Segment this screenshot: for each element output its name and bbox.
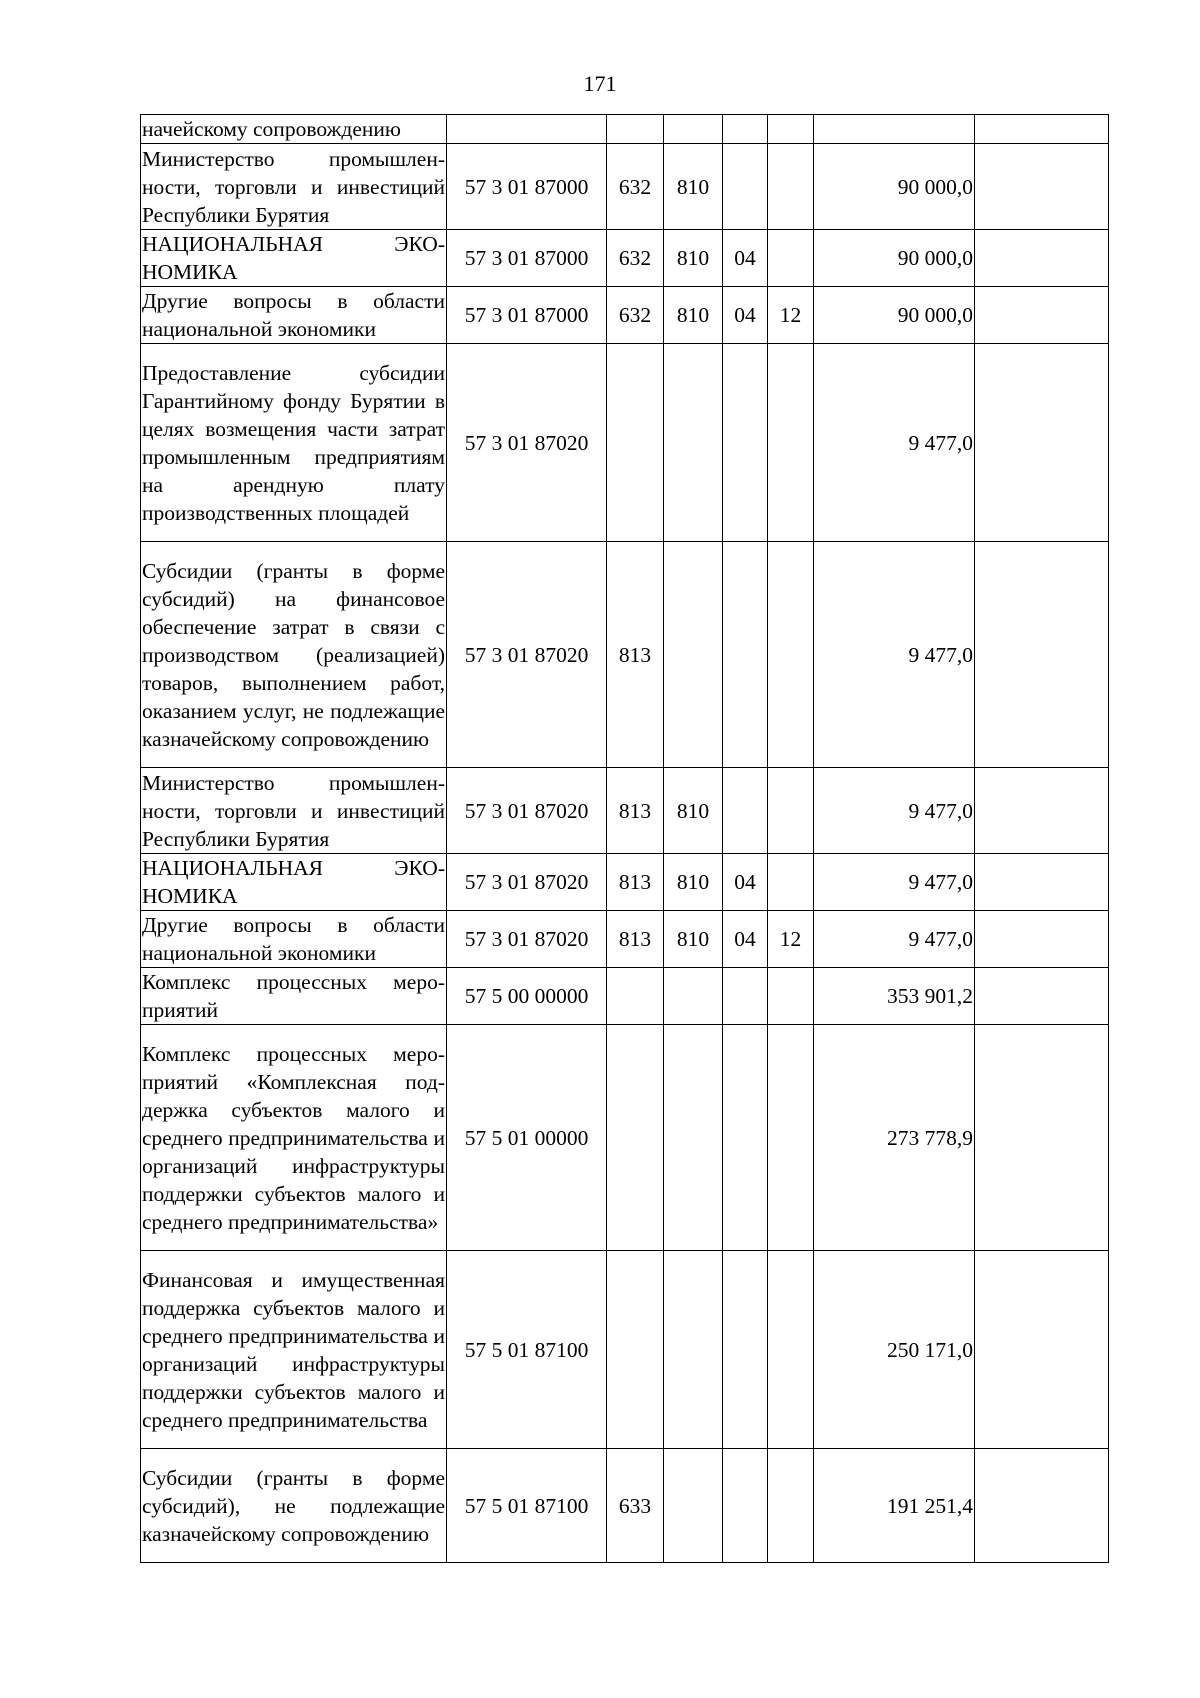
row-sum: 90 000,0 [814, 144, 975, 230]
row-grbs: 810 [664, 144, 723, 230]
row-sum: 90 000,0 [814, 230, 975, 287]
table-row [141, 287, 1109, 344]
row-csr: 57 3 01 87000 [447, 230, 607, 287]
table-row [141, 1449, 1109, 1563]
row-sum: 353 901,2 [814, 968, 975, 1025]
table-row [141, 115, 1109, 144]
row-sum-2 [975, 968, 1109, 1025]
row-rz [723, 115, 768, 144]
row-name: НАЦИОНАЛЬНАЯ ЭКОНОМИКА [141, 854, 447, 911]
row-name: Другие вопросы в области национальной экономики [141, 287, 447, 344]
row-sum-2 [975, 1449, 1109, 1563]
row-csr: 57 3 01 87020 [447, 768, 607, 854]
row-csr: 57 5 00 00000 [447, 968, 607, 1025]
row-name: Комплекс процессных мероприятий «Комплексная поддержка субъектов малого и среднего предпринимательства и организаций инфраструктуры поддержки субъектов малого и среднего предпринимательства» [141, 1025, 447, 1251]
row-sum: 250 171,0 [814, 1251, 975, 1449]
row-sum-2 [975, 115, 1109, 144]
row-vr [607, 115, 664, 144]
row-name: Субсидии (гранты в форме субсидий) на финансовое обеспечение затрат в связи с производством (реализацией) товаров, выполнением работ, оказанием услуг, не подлежащие казначейскому сопровождению [141, 542, 447, 768]
row-rz [723, 1025, 768, 1251]
row-vr [607, 968, 664, 1025]
row-grbs: 810 [664, 911, 723, 968]
row-sum-2 [975, 230, 1109, 287]
row-csr: 57 5 01 00000 [447, 1025, 607, 1251]
page-number: 171 [583, 71, 617, 96]
row-sum: 9 477,0 [814, 344, 975, 542]
row-name: Комплекс процессных мероприятий [141, 968, 447, 1025]
row-csr: 57 3 01 87020 [447, 854, 607, 911]
row-vr [607, 1025, 664, 1251]
row-pr [768, 344, 814, 542]
row-csr [447, 115, 607, 144]
row-sum: 191 251,4 [814, 1449, 975, 1563]
row-vr: 633 [607, 1449, 664, 1563]
row-sum-2 [975, 1025, 1109, 1251]
row-rz [723, 768, 768, 854]
row-vr: 632 [607, 144, 664, 230]
row-sum-2 [975, 344, 1109, 542]
row-sum: 273 778,9 [814, 1025, 975, 1251]
row-pr [768, 1251, 814, 1449]
table-row [141, 1025, 1109, 1251]
row-csr: 57 3 01 87000 [447, 287, 607, 344]
row-rz: 04 [723, 230, 768, 287]
row-pr [768, 144, 814, 230]
row-csr: 57 3 01 87000 [447, 144, 607, 230]
row-rz: 04 [723, 911, 768, 968]
row-rz [723, 344, 768, 542]
row-vr: 632 [607, 287, 664, 344]
row-sum [814, 115, 975, 144]
row-grbs [664, 1449, 723, 1563]
row-pr [768, 854, 814, 911]
row-csr: 57 3 01 87020 [447, 542, 607, 768]
row-rz: 04 [723, 854, 768, 911]
table-row [141, 854, 1109, 911]
row-vr [607, 1251, 664, 1449]
row-csr: 57 5 01 87100 [447, 1251, 607, 1449]
row-vr: 813 [607, 768, 664, 854]
row-rz [723, 968, 768, 1025]
row-sum: 9 477,0 [814, 854, 975, 911]
table-row [141, 144, 1109, 230]
row-name: Финансовая и имущественная поддержка субъектов малого и среднего предпринимательства и организаций инфраструктуры поддержки субъектов малого и среднего предпринимательства [141, 1251, 447, 1449]
row-pr [768, 768, 814, 854]
budget-table [140, 114, 1109, 1563]
table-row [141, 230, 1109, 287]
row-pr: 12 [768, 911, 814, 968]
table-row [141, 1251, 1109, 1449]
row-vr: 813 [607, 911, 664, 968]
row-name: Министерство промышленности, торговли и инвестиций Республики Бурятия [141, 768, 447, 854]
row-rz: 04 [723, 287, 768, 344]
row-sum-2 [975, 287, 1109, 344]
row-grbs: 810 [664, 854, 723, 911]
row-vr: 813 [607, 542, 664, 768]
row-grbs: 810 [664, 768, 723, 854]
row-grbs [664, 115, 723, 144]
row-pr [768, 542, 814, 768]
row-grbs: 810 [664, 230, 723, 287]
row-rz [723, 1251, 768, 1449]
row-grbs [664, 968, 723, 1025]
row-name: Предоставление субсидии Гарантийному фонду Бурятии в целях возмещения части затрат промышленным предприятиям на арендную плату производственных площадей [141, 344, 447, 542]
row-vr: 632 [607, 230, 664, 287]
row-sum-2 [975, 144, 1109, 230]
row-name: Субсидии (гранты в форме субсидий), не подлежащие казначейскому сопровождению [141, 1449, 447, 1563]
row-name: НАЦИОНАЛЬНАЯ ЭКОНОМИКА [141, 230, 447, 287]
row-sum: 90 000,0 [814, 287, 975, 344]
table-row [141, 542, 1109, 768]
table-row [141, 344, 1109, 542]
row-sum-2 [975, 542, 1109, 768]
row-grbs [664, 1251, 723, 1449]
row-vr: 813 [607, 854, 664, 911]
row-pr: 12 [768, 287, 814, 344]
row-sum: 9 477,0 [814, 542, 975, 768]
row-pr [768, 230, 814, 287]
row-csr: 57 3 01 87020 [447, 344, 607, 542]
row-csr: 57 5 01 87100 [447, 1449, 607, 1563]
row-rz [723, 1449, 768, 1563]
row-grbs [664, 344, 723, 542]
row-csr: 57 3 01 87020 [447, 911, 607, 968]
row-vr [607, 344, 664, 542]
table-row [141, 911, 1109, 968]
row-name: начейскому сопровождению [141, 115, 447, 144]
row-grbs [664, 1025, 723, 1251]
row-name: Министерство промышленности, торговли и инвестиций Республики Бурятия [141, 144, 447, 230]
row-grbs: 810 [664, 287, 723, 344]
table-row [141, 768, 1109, 854]
table-row [141, 968, 1109, 1025]
row-sum-2 [975, 911, 1109, 968]
row-grbs [664, 542, 723, 768]
row-pr [768, 115, 814, 144]
row-pr [768, 1449, 814, 1563]
row-rz [723, 542, 768, 768]
row-rz [723, 144, 768, 230]
row-sum-2 [975, 854, 1109, 911]
row-sum: 9 477,0 [814, 768, 975, 854]
row-sum-2 [975, 768, 1109, 854]
row-name: Другие вопросы в области национальной экономики [141, 911, 447, 968]
row-sum-2 [975, 1251, 1109, 1449]
row-pr [768, 1025, 814, 1251]
row-pr [768, 968, 814, 1025]
row-sum: 9 477,0 [814, 911, 975, 968]
